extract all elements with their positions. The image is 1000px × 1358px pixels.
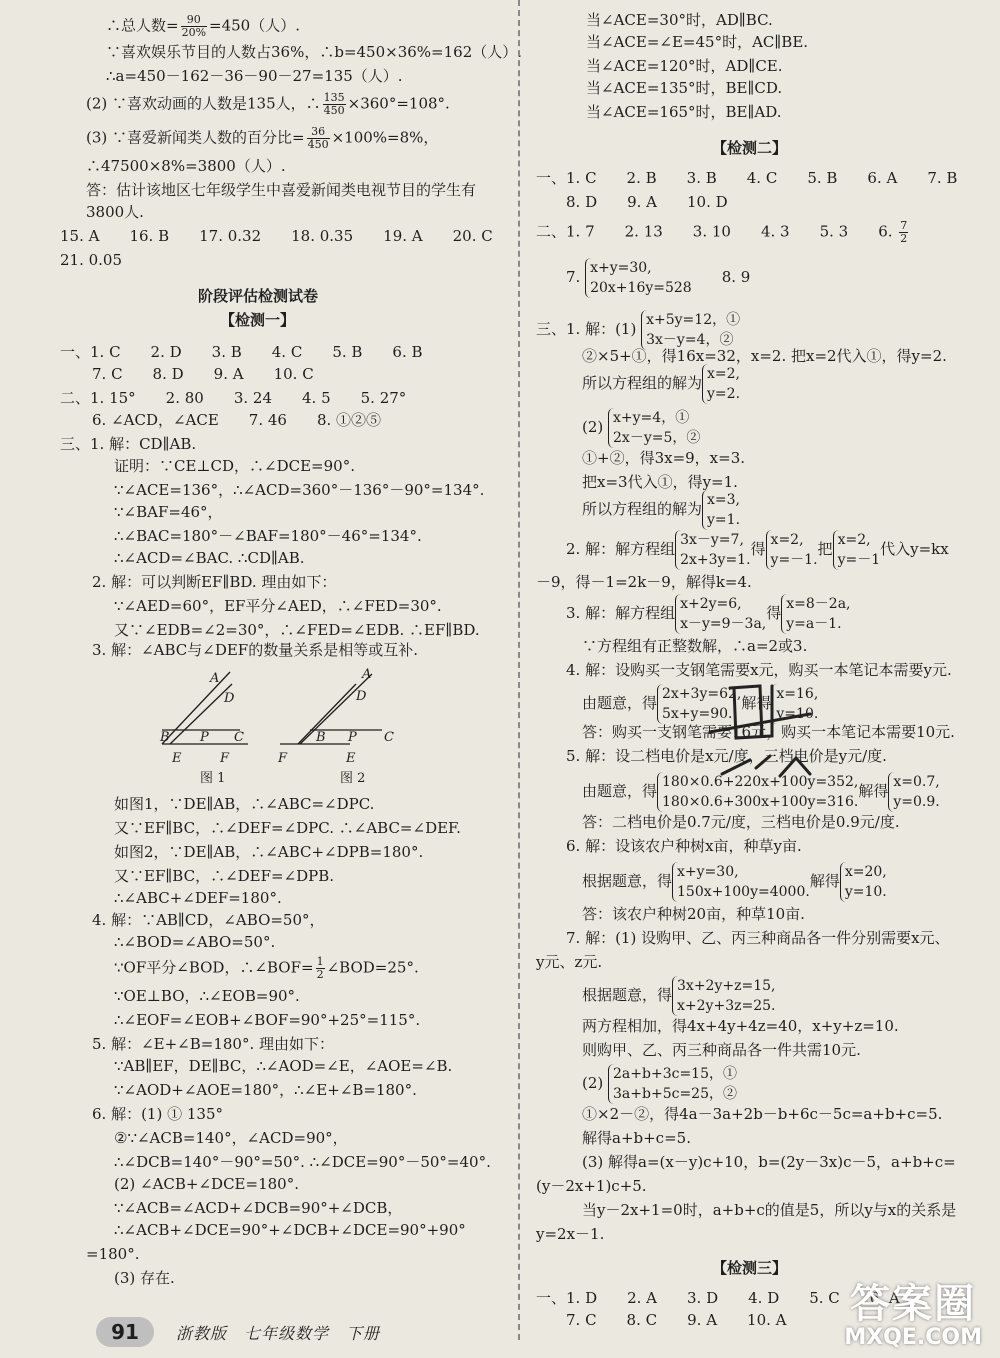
handwritten-scribble [700, 676, 840, 786]
text-segment: 解得 [858, 782, 889, 800]
text-segment: ∴总人数= [106, 16, 179, 35]
text-segment: 由题意，得 [582, 782, 658, 800]
site-watermark [844, 1282, 982, 1350]
fig1-label-P: P [200, 730, 209, 745]
left-text-line: ∴∠EOF=∠EOB+∠BOF=90°+25°=115°. [114, 1011, 421, 1029]
left-text-line: ∵喜欢娱乐节目的人数占36%，∴b=450×36%=162（人）. [106, 43, 523, 61]
left-text-line: 二、1. 15° 2. 80 3. 24 4. 5 5. 27° [60, 389, 407, 407]
text-segment: ∠BOD=25°. [326, 958, 419, 977]
right-text-line: ①+②，得3x=9，x=3. [582, 449, 746, 467]
equation-line: 3x+2y+z=15, [677, 978, 776, 994]
left-text-line: 一、1. C 2. D 3. B 4. C 5. B 6. B [60, 343, 423, 361]
right-text-line: 7. 解：(1) 设购甲、乙、丙三种商品各一件分别需要x元、 [566, 929, 950, 947]
equation-line: 5x+y=90. [662, 706, 733, 722]
text-segment: 由题意，得 [582, 694, 658, 712]
geometry-figures [150, 664, 450, 794]
right-text-line: －9，得－1=2k－9，解得k=4. [536, 573, 752, 591]
equation-system [672, 862, 810, 902]
left-text-line: ∴∠ABC+∠DEF=180°. [114, 889, 282, 907]
text-segment: 所以方程组的解为 [582, 500, 703, 518]
text-segment: (2) [582, 418, 609, 436]
equation-system [833, 530, 881, 570]
text-segment: 代入y=kx [880, 540, 949, 558]
equation-system [888, 772, 939, 812]
equation-line: x=2, [707, 366, 740, 382]
fraction [181, 14, 207, 39]
left-text-line: ②∵∠ACB=140°，∠ACD=90°， [114, 1129, 348, 1147]
equation-line: x=0.7, [893, 774, 940, 790]
right-text-line: 一、1. C 2. B 3. B 4. C 5. B 6. A 7. B [536, 169, 958, 187]
left-text-line: 21. 0.05 [60, 251, 123, 269]
text-segment: 三、1. 解：(1) [536, 320, 642, 338]
equation-line: x=2, [770, 532, 804, 548]
equation-line: x+y=4，① [613, 410, 690, 426]
left-text-line: 如图1，∵DE∥AB，∴∠ABC=∠DPC. [114, 795, 375, 813]
left-text-line: ∵∠AOD+∠AOE=180°，∴∠E+∠B=180°. [114, 1081, 417, 1099]
fraction-numerator: 7 [900, 219, 908, 232]
fig2-label-P: P [348, 730, 357, 745]
right-text-line [536, 310, 740, 350]
left-text-line: 7. C 8. D 9. A 10. C [92, 365, 314, 383]
column-divider [518, 0, 520, 1340]
right-text-line: 解得a+b+c=5. [582, 1129, 691, 1147]
equation-system [675, 594, 766, 634]
left-text-line: ∵AB∥EF，DE∥BC，∴∠AOD=∠E，∠AOE=∠B. [114, 1057, 453, 1075]
page-number: 91 [96, 1317, 154, 1347]
equation-line: x=20, [844, 864, 887, 880]
equation-system [781, 594, 850, 634]
left-text-line: ∵∠ACB=∠ACD+∠DCB=90°+∠DCB， [114, 1199, 403, 1217]
right-text-line: 当∠ACE=120°时，AD∥CE. [586, 57, 783, 75]
left-text-line: 【检测一】 [220, 311, 296, 329]
left-text-line: 6. 解：(1) ① 135° [92, 1105, 223, 1123]
book-info: 浙教版 七年级数学 下册 [176, 1323, 381, 1343]
fig1-label-F: F [220, 751, 230, 766]
fig1-label-A: A [210, 671, 220, 686]
equation-system [585, 258, 692, 298]
page-footer [96, 1316, 380, 1348]
right-text-line: 答：该农户种树20亩，种草10亩. [582, 905, 805, 923]
watermark-url: MXQE.COM [844, 1325, 982, 1350]
equation-line: x=3, [707, 492, 740, 508]
text-segment: 根据题意，得 [582, 986, 673, 1004]
equation-line: 180×0.6+300x+100y=316. [662, 794, 859, 810]
left-text-line: ∵∠AED=60°，EF平分∠AED，∴∠FED=30°. [114, 597, 442, 615]
left-text-line: (2) ∠ACB+∠DCE=180°. [114, 1175, 299, 1193]
left-text-line: 2. 解：可以判断EF∥BD. 理由如下： [92, 573, 337, 591]
left-text-line: 3800人. [86, 203, 144, 221]
equation-line: x+5y=12，① [646, 312, 741, 328]
right-text-line [582, 490, 740, 530]
equation-line: 150x+100y=4000. [677, 884, 810, 900]
right-text-line [582, 364, 740, 404]
right-text-line [582, 408, 700, 448]
right-text-line [536, 220, 910, 245]
right-text-line: 当∠ACE=∠E=45°时，AC∥BE. [586, 33, 809, 51]
right-text-line: ∵方程组有正整数解，∴a=2或3. [582, 637, 808, 655]
right-text-line: 当∠ACE=165°时，BE∥AD. [586, 103, 782, 121]
right-text-line: 【检测二】 [712, 139, 788, 157]
equation-line: x=16, [776, 686, 819, 702]
text-segment: ×360°=108°. [347, 94, 450, 113]
right-text-line: 把x=3代入①，得y=1. [582, 473, 738, 491]
right-text-line: 6. 解：设该农户种树x亩，种草y亩. [566, 837, 802, 855]
left-text-line: ∴47500×8%=3800（人）. [86, 157, 286, 175]
fraction-numerator: 135 [323, 91, 345, 104]
equation-line: y=0.9. [893, 794, 940, 810]
left-text-line: ∴∠BAC=180°－∠BAF=180°－46°=134°. [114, 527, 422, 545]
equation-line: y=10. [844, 884, 887, 900]
equation-system [702, 490, 740, 530]
equation-line: x+2y+3z=25. [677, 998, 776, 1014]
fig2-label-C: C [384, 730, 394, 745]
right-text-line: 答：二档电价是0.7元/度，三档电价是0.9元/度. [582, 813, 900, 831]
equation-line: 3x－y=4，② [646, 332, 734, 348]
text-segment: =450（人）. [209, 16, 300, 35]
left-text-line: ∴∠BOD=∠ABO=50°. [114, 933, 276, 951]
right-text-line: 则购甲、乙、丙三种商品各一件共需10元. [582, 1041, 861, 1059]
right-text-line: 答：购买一支钢笔需要16元，购买一本笔记本需要10元. [582, 723, 955, 741]
fraction [323, 92, 346, 117]
right-text-line: 4. 解：设购买一支钢笔需要x元，购买一本笔记本需要y元. [566, 661, 952, 679]
equation-line: 180×0.6+220x+100y=352, [662, 774, 859, 790]
equation-line: 2x+3y=62, [662, 686, 742, 702]
equation-system [672, 976, 775, 1016]
fraction [899, 220, 908, 245]
equation-line: x+y=30, [590, 260, 652, 276]
text-segment: 得 [750, 540, 766, 558]
right-text-line: 两方程相加，得4x+4y+4z=40，x+y+z=10. [582, 1017, 899, 1035]
right-text-line [566, 594, 851, 634]
equation-line: x=2, [837, 532, 871, 548]
fraction-denominator: 450 [307, 138, 329, 151]
right-text-line: 5. 解：设二档电价是x元/度，三档电价是y元/度. [566, 747, 887, 765]
fraction [307, 126, 330, 151]
left-text-line: 证明：∵CE⊥CD，∴∠DCE=90°. [114, 457, 355, 475]
fig2-label-A: A [362, 667, 372, 682]
fraction-numerator: 36 [307, 126, 330, 139]
right-text-line [582, 1064, 737, 1104]
text-segment: 3. 解：解方程组 [566, 604, 676, 622]
equation-line: y=2. [707, 386, 741, 402]
equation-system [641, 310, 740, 350]
left-text-line: =180°. [86, 1245, 140, 1263]
left-text-line: 答：估计该地区七年级学生中喜爱新闻类电视节目的学生有 [86, 181, 477, 199]
text-segment: 8. 9 [691, 268, 751, 286]
equation-line: x+2y=6, [680, 596, 742, 612]
equation-line: x+y=30, [677, 864, 739, 880]
equation-line: x=8－2a, [786, 596, 851, 612]
left-text-line: ∵OE⊥BO，∴∠EOB=90°. [114, 987, 300, 1005]
text-segment: 解得 [809, 872, 840, 890]
fig2-label-D: D [356, 689, 367, 704]
left-text-line: ∵∠ACE=136°，∴∠ACD=360°－136°－90°=134°. [114, 481, 485, 499]
left-text-line: 3. 解：∠ABC与∠DEF的数量关系是相等或互补. [92, 641, 418, 659]
equation-system [840, 862, 887, 902]
right-text-line [582, 862, 887, 902]
right-text-line: 当y－2x+1=0时，a+b+c的值是5，所以y与x的关系是 [582, 1201, 957, 1219]
equation-line: 3a+b+5c=25，② [613, 1086, 737, 1102]
text-segment: 解得 [741, 694, 772, 712]
left-text-line [114, 956, 419, 981]
text-segment: 所以方程组的解为 [582, 374, 703, 392]
left-text-line [86, 92, 450, 117]
right-text-line [566, 530, 949, 570]
left-text-line: (3) 存在. [114, 1269, 175, 1287]
fraction [316, 956, 325, 981]
equation-system [702, 364, 740, 404]
left-text-line: 15. A 16. B 17. 0.32 18. 0.35 19. A 20. C [60, 227, 493, 245]
right-text-line: (3) 解得a=(x－y)c+10，b=(2y－3x)c－5，a+b+c= [582, 1153, 956, 1171]
fraction-denominator: 20% [181, 26, 207, 39]
equation-line: 2a+b+3c=15，① [613, 1066, 737, 1082]
equation-system [608, 408, 700, 448]
equation-line: y=10. [776, 706, 819, 722]
left-text-line: 5. 解：∠E+∠B=180°. 理由如下： [92, 1035, 334, 1053]
text-segment: 根据题意，得 [582, 872, 673, 890]
equation-line: 2x－y=5，② [613, 430, 701, 446]
text-segment: ×100%=8%， [331, 128, 439, 147]
equation-line: x－y=9－3a, [680, 616, 767, 632]
left-text-line: 如图2，∵DE∥AB，∴∠ABC+∠DPB=180°. [114, 843, 424, 861]
equation-system [608, 1064, 737, 1104]
fig2-label-E: E [346, 751, 356, 766]
fig2-label-F: F [278, 751, 288, 766]
equation-line: 2x+3y=1. [680, 552, 751, 568]
text-segment: ∵OF平分∠BOD，∴∠BOF= [114, 958, 314, 977]
left-text-line: 4. 解：∵AB∥CD，∠ABO=50°， [92, 911, 325, 929]
left-text-line: ∴∠DCB=140°－90°=50°. ∴∠DCE=90°－50°=40°. [114, 1153, 491, 1171]
right-text-line [582, 976, 775, 1016]
right-text-line: 7. C 8. C 9. A 10. A [566, 1311, 787, 1329]
left-text-line: 又∵∠EDB=∠2=30°，∴∠FED=∠EDB. ∴EF∥BD. [114, 621, 480, 639]
equation-line: y=－1. [770, 552, 818, 568]
fig2-caption: 图 2 [340, 771, 366, 786]
fraction-denominator: 2 [900, 232, 908, 245]
equation-system [675, 530, 750, 570]
right-text-line: 【检测三】 [712, 1259, 788, 1277]
text-segment: 得 [766, 604, 782, 622]
fraction-numerator: 90 [181, 14, 207, 27]
text-segment: 2. 解：解方程组 [566, 540, 676, 558]
left-text-line [86, 126, 438, 151]
equation-line: 20x+16y=528 [590, 280, 692, 296]
left-text-line: ∴∠ACB+∠DCE=90°+∠DCB+∠DCE=90°+90° [114, 1221, 466, 1239]
fig1-label-B: B [160, 730, 170, 745]
fraction-numerator: 1 [316, 955, 324, 968]
right-text-line: (y－2x+1)c+5. [536, 1177, 647, 1195]
left-text-line: ∴a=450－162－36－90－27=135（人）. [106, 67, 403, 85]
fig1-caption: 图 1 [200, 771, 226, 786]
equation-line: y=1. [707, 512, 741, 528]
equation-line: y=a－1. [786, 616, 842, 632]
text-segment: (2) [582, 1074, 609, 1092]
left-text-line: 又∵EF∥BC，∴∠DEF=∠DPC. ∴∠ABC=∠DEF. [114, 819, 461, 837]
text-segment: 7. [566, 268, 586, 286]
right-text-line: 当∠ACE=135°时，BE∥CD. [586, 79, 783, 97]
fig1-label-C: C [234, 730, 244, 745]
fig2-label-B: B [316, 730, 326, 745]
equation-line: y=－1 [837, 552, 881, 568]
right-text-line: 一、1. D 2. A 3. D 4. D 5. C 6. A [536, 1289, 900, 1307]
right-text-line: 当∠ACE=30°时，AD∥BC. [586, 11, 773, 29]
left-text-line: 三、1. 解：CD∥AB. [60, 435, 197, 453]
watermark-logo-text: 答案圈 [850, 1281, 977, 1327]
left-text-line: ∵∠BAF=46°， [114, 503, 223, 521]
right-text-line: ①×2－②，得4a－3a+2b－b+6c－5c=a+b+c=5. [582, 1105, 943, 1123]
right-text-line: 8. D 9. A 10. D [566, 193, 728, 211]
right-text-line: ②×5+①，得16x=32，x=2. 把x=2代入①，得y=2. [582, 347, 947, 365]
left-text-line: ∴∠ACD=∠BAC. ∴CD∥AB. [114, 549, 305, 567]
fraction-denominator: 450 [323, 104, 345, 117]
equation-system [766, 530, 818, 570]
right-text-line: y=2x－1. [536, 1225, 605, 1243]
fraction-denominator: 2 [316, 968, 324, 981]
right-text-line: y元、z元. [536, 953, 603, 971]
text-segment: 把 [817, 540, 833, 558]
fig1-label-E: E [172, 751, 182, 766]
right-text-line [566, 258, 750, 298]
text-segment: (2) ∵喜欢动画的人数是135人，∴ [86, 94, 321, 113]
left-text-line: 又∵EF∥BC，∴∠DEF=∠DPB. [114, 867, 335, 885]
left-text-line: 6. ∠ACD，∠ACE 7. 46 8. ①②⑤ [92, 411, 382, 429]
left-text-line: 阶段评估检测试卷 [198, 287, 319, 305]
fig1-label-D: D [224, 691, 235, 706]
equation-line: 3x－y=7, [680, 532, 744, 548]
text-segment: 二、1. 7 2. 13 3. 10 4. 3 5. 3 6. [536, 222, 898, 241]
left-text-line [106, 14, 300, 39]
text-segment: (3) ∵喜爱新闻类人数的百分比= [86, 128, 305, 147]
